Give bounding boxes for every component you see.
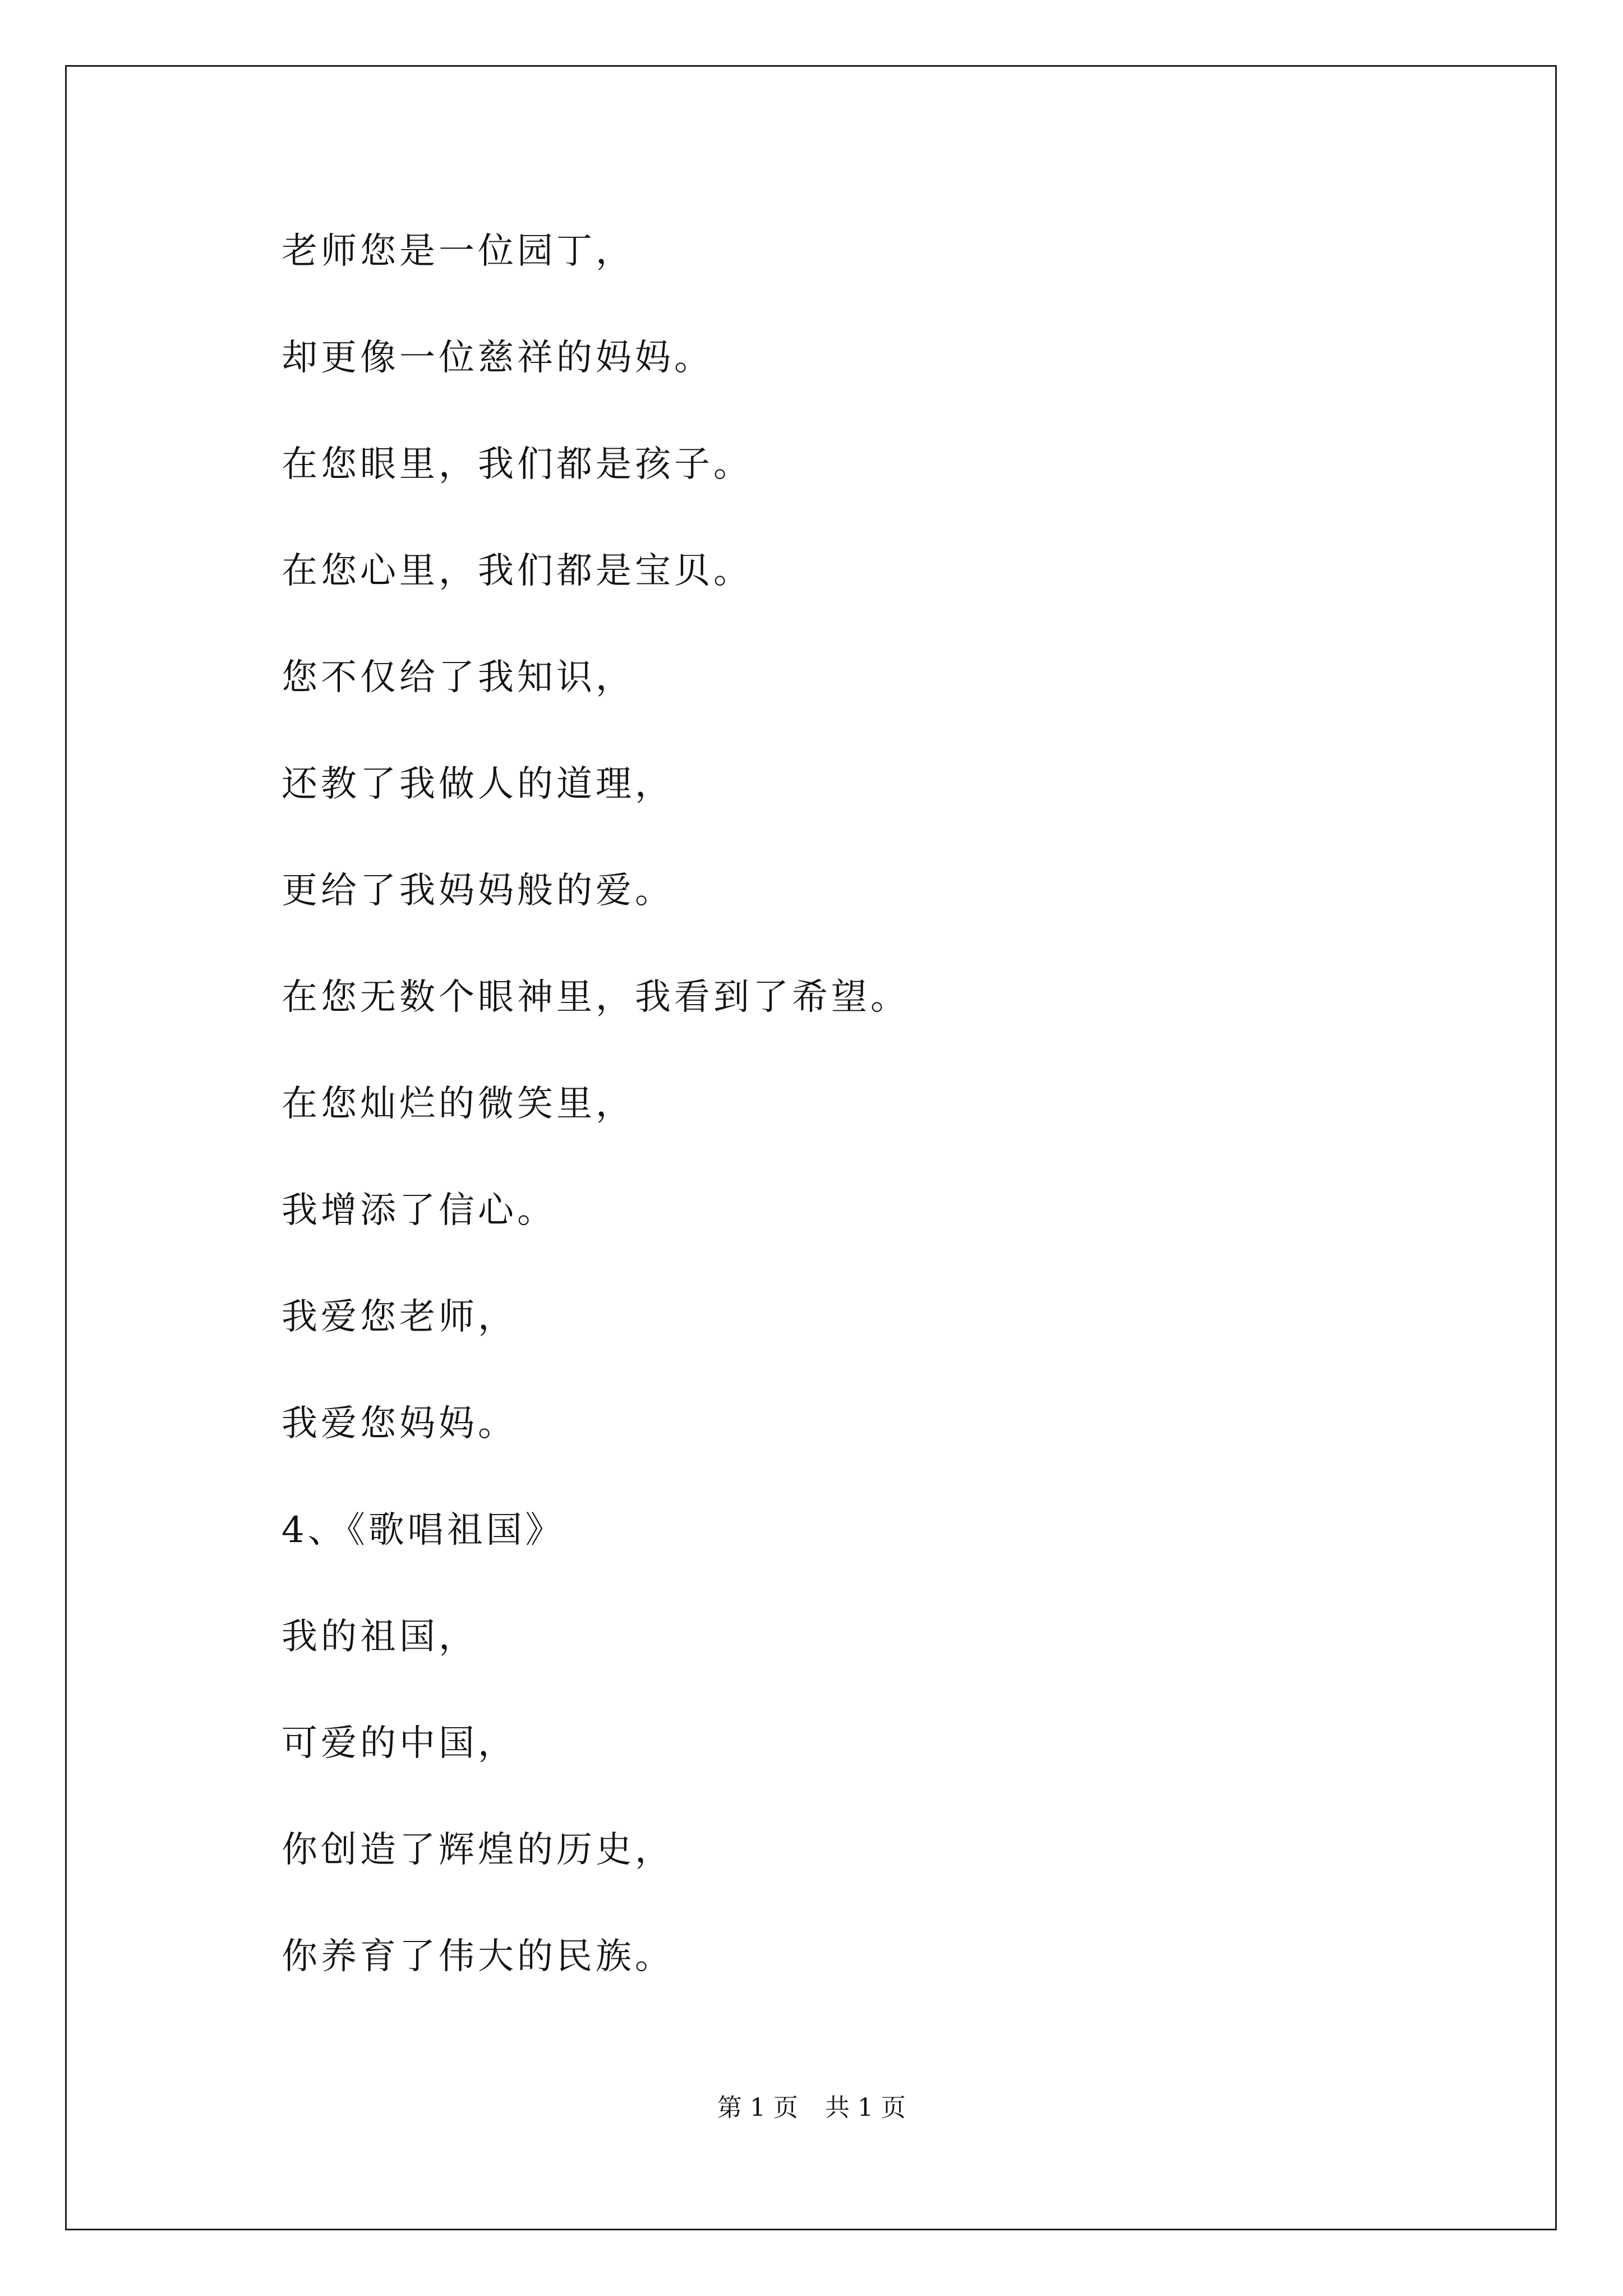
page-footer <box>0 2091 1623 2125</box>
total-pages-label: 共 1 页 <box>825 2093 906 2122</box>
text-line: 却更像一位慈祥的妈妈。 <box>282 337 713 379</box>
text-line: 我爱您老师， <box>282 1296 517 1338</box>
text-line: 你养育了伟大的民族。 <box>282 1936 674 1977</box>
text-line: 老师您是一位园丁， <box>282 231 635 272</box>
section-heading: 4、《歌唱祖国》 <box>282 1510 565 1551</box>
text-line: 更给了我妈妈般的爱。 <box>282 870 674 912</box>
text-line: 在您无数个眼神里，我看到了希望。 <box>282 977 910 1018</box>
text-line: 我的祖国， <box>282 1616 478 1658</box>
current-page-label: 第 1 页 <box>717 2093 798 2122</box>
text-line: 在您灿烂的微笑里， <box>282 1083 635 1125</box>
text-line: 我爱您妈妈。 <box>282 1403 517 1444</box>
text-line: 可爱的中国， <box>282 1723 517 1764</box>
text-line: 我增添了信心。 <box>282 1190 556 1231</box>
text-line: 还教了我做人的道理， <box>282 763 674 805</box>
text-line: 在您心里，我们都是宝贝。 <box>282 550 753 592</box>
text-line: 您不仅给了我知识， <box>282 657 635 698</box>
text-line: 在您眼里，我们都是孩子。 <box>282 444 753 485</box>
text-line: 你创造了辉煌的历史， <box>282 1829 674 1871</box>
